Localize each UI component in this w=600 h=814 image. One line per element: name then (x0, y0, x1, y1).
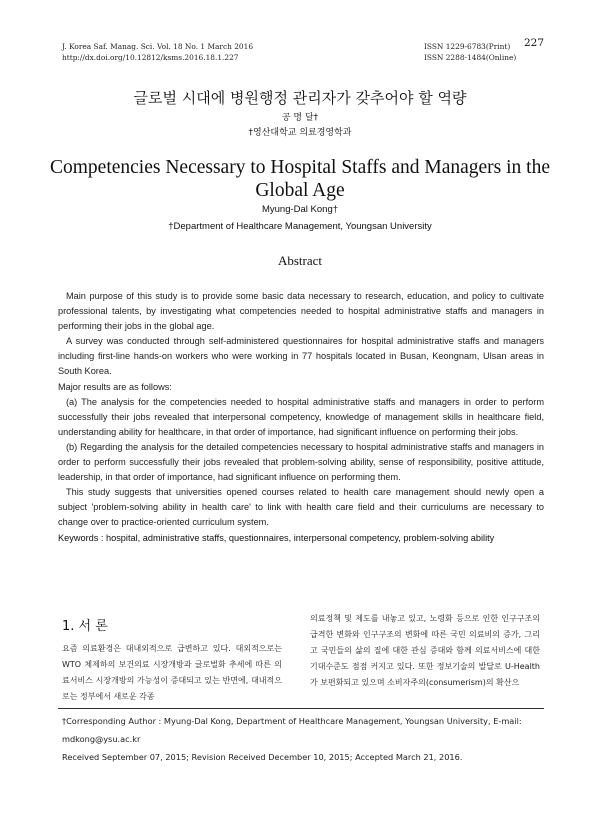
section-heading: 1. 서 론 (62, 619, 108, 634)
keywords: Keywords : hospital, administrative staffs, questionnaires, interpersonal competency, problem-solving ability (58, 532, 495, 543)
journal-citation: J. Korea Saf. Manag. Sci. Vol. 18 No. 1 March 2016 (62, 42, 254, 51)
abstract-paragraph: Main purpose of this study is to provide some basic data necessary to research, education, and policy to cultivate professional talents, by investigating what competencies needed to hospital administrative staffs and managers in performing their jobs in the global age. (58, 291, 544, 332)
abstract-paragraph: (b) Regarding the analysis for the detailed competencies necessary to hospital administrative staffs and managers in order to perform successfully their jobs revealed that problem-solving ability, sense of responsibility, positive attitude, leadership, in that order of importance, had significant influence on performing them. (58, 441, 544, 483)
issn-print: ISSN 1229-6783(Print) (424, 42, 511, 51)
received-dates: Received September 07, 2015; Revision Received December 10, 2015; Accepted March 21, 2016. (62, 752, 463, 762)
english-affiliation: †Department of Healthcare Management, Youngsan University (168, 221, 432, 232)
korean-affiliation: †영산대학교 의료경영학과 (248, 128, 352, 138)
abstract-heading: Abstract (277, 253, 323, 268)
issn-block (424, 41, 516, 63)
korean-title: 글로벌 시대에 병원행정 관리자가 갖추어야 할 역량 (133, 89, 467, 107)
footnote-divider (58, 708, 544, 709)
abstract-body (58, 289, 544, 546)
doi-link[interactable]: http://dx.doi.org/10.12812/ksms.2016.18.1.227 (62, 53, 239, 62)
issn-online: ISSN 2288-1484(Online) (424, 53, 517, 62)
english-title: Competencies Necessary to Hospital Staffs and Managers in the Global Age (49, 157, 550, 201)
abstract-paragraph: A survey was conducted through self-administered questionnaires for hospital administrative staffs and managers including first-line hands-on workers who were working in 77 hospitals located in Busan, Keongnam, Ulsan areas in South Korea. (58, 336, 544, 377)
abstract-paragraph: (a) The analysis for the competencies needed to hospital administrative staffs and managers in order to perform successfully their jobs revealed that interpersonal competency, knowledge of management skills in healthcare field, understanding ability for healthcare, in that order of importance, had significant influence on performing their jobs. (58, 396, 544, 437)
korean-author: 공 명 달† (281, 113, 319, 123)
footnote (62, 712, 542, 766)
abstract-paragraph: Major results are as follows: (58, 381, 172, 392)
intro-right-column: 의료정책 및 제도를 내놓고 있고, 노령화 등으로 인한 인구구조의 급격한 변화와 인구구조의 변화에 따른 국민 의료비의 증가, 그리고 국민들의 삶의 질에 대한 관심 증대와 함께 의료서비스에 대한 기대수준도 점점 커지고 있다. 또한 정보기술의 발달로 U-Health가 보편화되고 있으며 소비자주의(consumerism)의 확산으 (310, 614, 540, 687)
english-author: Myung-Dal Kong† (261, 204, 339, 215)
journal-header (62, 41, 253, 63)
intro-left-column: 요즘 의료환경은 대내외적으로 급변하고 있다. 대외적으로는 WTO 체제하의 보건의료 시장개방과 글로벌화 추세에 따른 의료서비스 시장개방의 가능성이 증대되고 있는 반면에, 대내적으로는 정부에서 새로운 각종 (62, 644, 282, 701)
page-number: 227 (524, 37, 545, 49)
abstract-paragraph: This study suggests that universities opened courses related to health care management should newly open a subject 'problem-solving ability in health care' to link with health care field and their curriculums are necessary to change over to practice-oriented curriculum system. (58, 487, 544, 528)
corresponding-author-note: †Corresponding Author : Myung-Dal Kong, Department of Healthcare Management, Youngsan University, E-mail: mdkong@ysu.ac.kr (62, 716, 522, 744)
